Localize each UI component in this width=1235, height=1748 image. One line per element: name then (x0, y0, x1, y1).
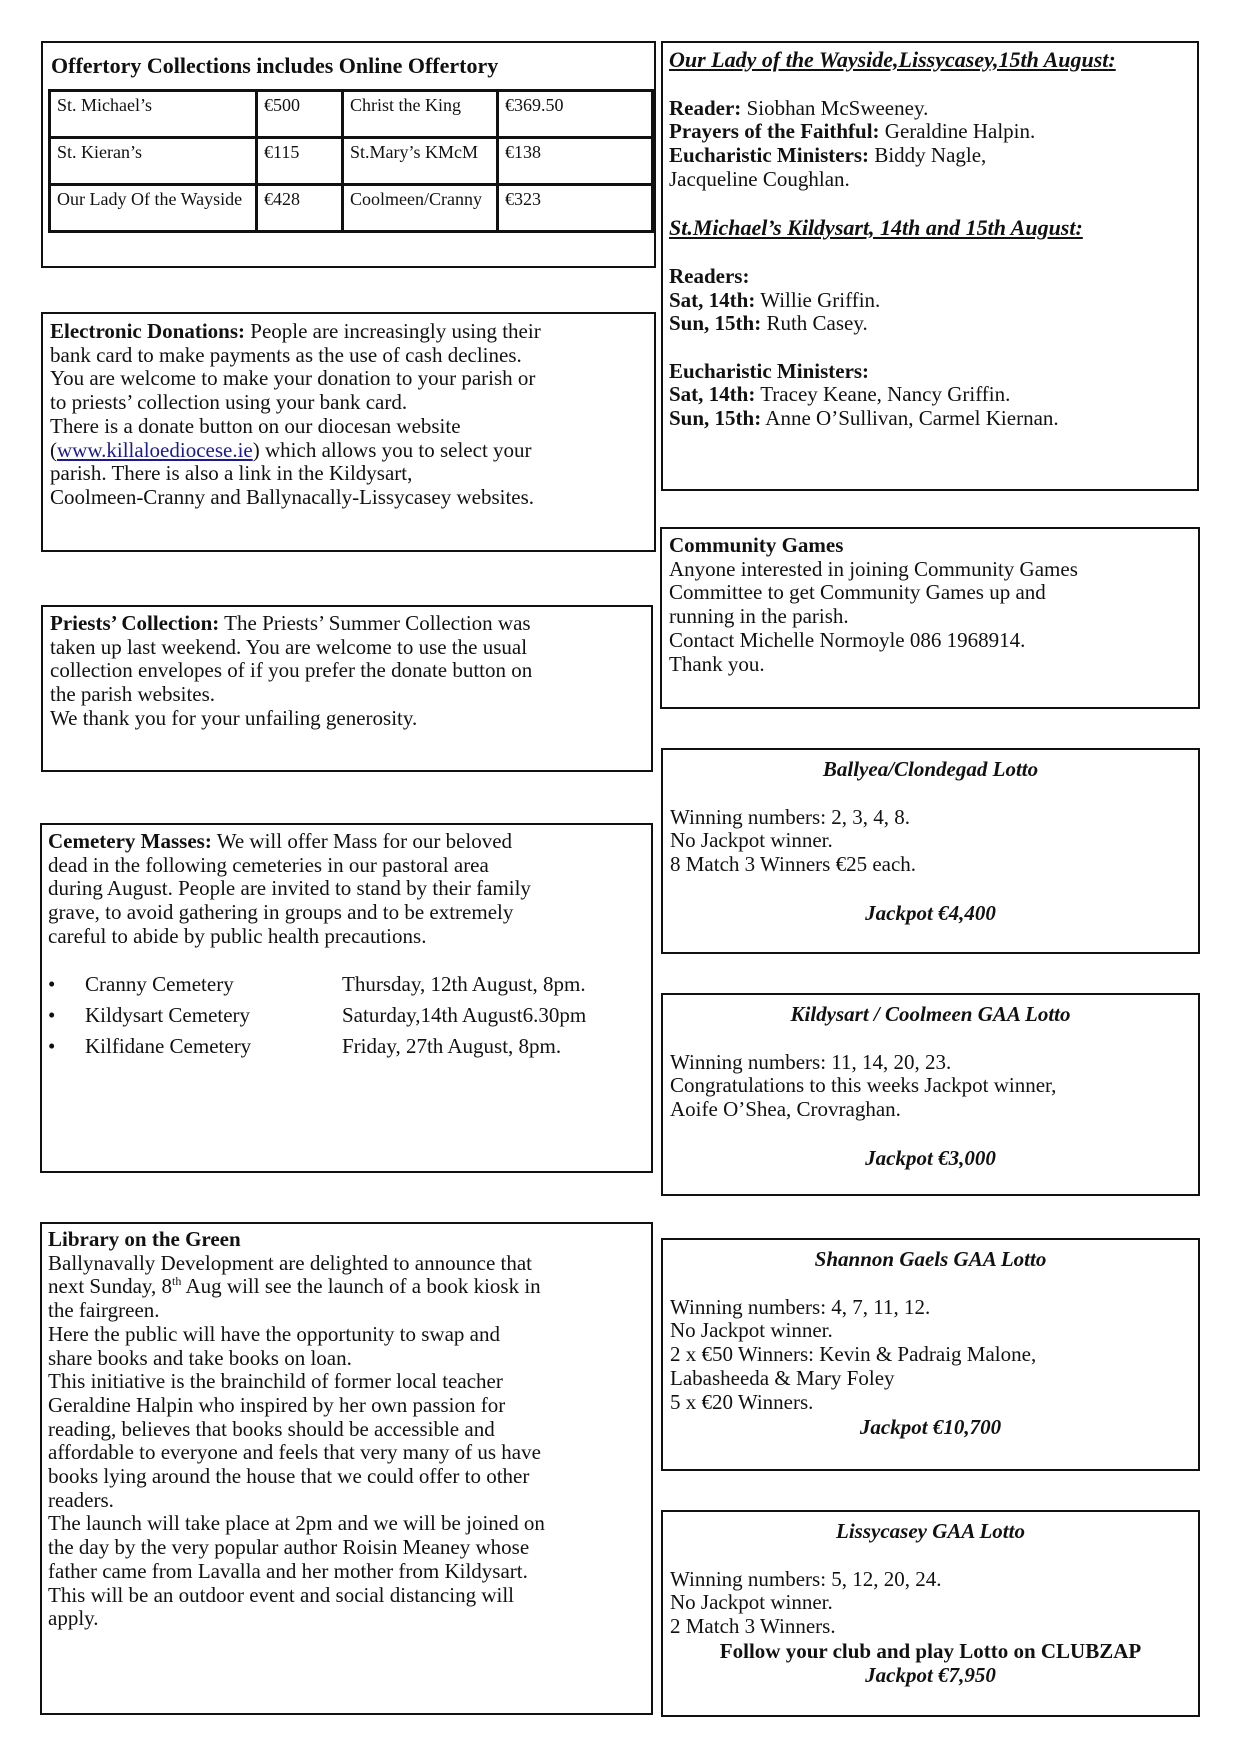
role-value: Anne O’Sullivan, Carmel Kiernan. (761, 406, 1059, 431)
lotto-jackpot: Jackpot €7,950 (865, 1662, 996, 1687)
role-value: Ruth Casey. (761, 311, 868, 336)
role-label: Readers: (669, 263, 750, 288)
body-text: grave, to avoid gathering in groups and to be extremely (48, 900, 514, 925)
body-text: to priests’ collection using your bank card. (50, 390, 408, 415)
role-label: Eucharistic Ministers: (669, 143, 870, 168)
rota-section-title: Our Lady of the Wayside,Lissycasey,15th August (669, 47, 1109, 72)
lotto-numbers: Winning numbers: 11, 14, 20, 23. (670, 1049, 952, 1074)
role-value: Siobhan McSweeney. (741, 95, 929, 120)
role-value: Geraldine Halpin. (879, 119, 1036, 144)
cemetery-name: Cranny Cemetery (85, 971, 234, 996)
section-heading: Library on the Green (48, 1227, 241, 1251)
parish-amount: €138 (498, 138, 653, 185)
body-text: We will offer Mass for our beloved (211, 829, 513, 853)
offertory-title: Offertory Collections includes Online Offertory (51, 53, 499, 78)
body-text: careful to abide by public health precautions. (48, 923, 427, 948)
list-item (48, 1031, 645, 1062)
library-on-the-green-box (40, 1222, 653, 1715)
body-text: Anyone interested in joining Community Games (669, 556, 1078, 581)
body-text: ) which allows you to select your (252, 437, 532, 462)
ballyea-clondegad-lotto-box (661, 748, 1200, 954)
parish-amount: €323 (498, 185, 653, 232)
day-label: Sun, 15th: (669, 406, 762, 431)
body-text: Thank you. (669, 651, 765, 676)
body-text: bank card to make payments as the use of cash declines. (50, 342, 522, 367)
body-text: dead in the following cemeteries in our pastoral area (48, 852, 489, 877)
body-text: Here the public will have the opportunity to swap and (48, 1321, 500, 1346)
offertory-collections-box (41, 41, 656, 268)
lissycasey-lotto-box (661, 1510, 1200, 1717)
electronic-donations-box (41, 312, 656, 552)
parish-amount: €428 (257, 185, 343, 232)
bullet-icon: • (48, 971, 56, 996)
cemetery-masses-box (40, 823, 653, 1173)
role-value: Tracey Keane, Nancy Griffin. (755, 382, 1011, 407)
parish-amount: €115 (257, 138, 343, 185)
role-value: Willie Griffin. (755, 287, 881, 312)
list-item (48, 969, 645, 1000)
shannon-gaels-lotto-box (661, 1238, 1200, 1471)
lotto-result: No Jackpot winner. (670, 1318, 833, 1343)
lotto-result: Labasheeda & Mary Foley (670, 1365, 895, 1390)
body-text: taken up last weekend. You are welcome to use the usual (50, 634, 528, 659)
list-item (48, 1000, 645, 1031)
lotto-numbers: Winning numbers: 4, 7, 11, 12. (670, 1294, 931, 1319)
body-text: Aug will see the launch of a book kiosk in (181, 1274, 541, 1299)
lotto-result: 8 Match 3 Winners €25 each. (670, 852, 917, 877)
body-text: ( (50, 437, 57, 462)
parish-name: Our Lady Of the Wayside (50, 185, 257, 232)
priests-collection-box (41, 605, 653, 772)
lotto-jackpot: Jackpot €10,700 (859, 1415, 1002, 1440)
cemetery-list (48, 969, 645, 1062)
lotto-title: Ballyea/Clondegad Lotto (822, 757, 1039, 781)
parish-name: St. Kieran’s (50, 138, 257, 185)
day-label: Sun, 15th: (669, 311, 762, 336)
body-text: affordable to everyone and feels that very many of us have (48, 1440, 541, 1465)
cemetery-name: Kildysart Cemetery (85, 1002, 251, 1027)
kildysart-coolmeen-lotto-box (661, 993, 1200, 1196)
day-label: Sat, 14th: (669, 382, 756, 407)
body-text: parish. There is also a link in the Kildysart, (50, 461, 413, 486)
lotto-jackpot: Jackpot €4,400 (865, 901, 996, 926)
cemetery-name: Kilfidane Cemetery (85, 1033, 252, 1058)
body-text: apply. (48, 1606, 99, 1631)
body-text: Ballynavally Development are delighted to announce that (48, 1250, 533, 1275)
bullet-icon: • (48, 1033, 56, 1058)
rota-section-title: St.Michael’s Kildysart, 14th and 15th August: (669, 215, 1083, 241)
table-row (50, 185, 653, 232)
offertory-table (48, 89, 654, 233)
section-heading: Priests’ Collection: (50, 611, 220, 635)
parish-name: St. Michael’s (50, 91, 257, 138)
lotto-result: 5 x €20 Winners. (670, 1389, 814, 1414)
role-label: Prayers of the Faithful: (669, 119, 880, 144)
body-text: father came from Lavalla and her mother from Kildysart. (48, 1558, 528, 1583)
rota-section-title: : (1108, 47, 1116, 72)
body-text: the fairgreen. (48, 1298, 160, 1323)
body-text: There is a donate button on our diocesan website (50, 413, 461, 438)
body-text: collection envelopes of if you prefer the donate button on (50, 658, 533, 683)
lotto-numbers: Winning numbers: 2, 3, 4, 8. (670, 804, 911, 829)
table-row (50, 91, 653, 138)
ministry-rota-box (661, 41, 1199, 491)
role-label: Reader: (669, 95, 742, 120)
parish-amount: €500 (257, 91, 343, 138)
body-text: books lying around the house that we could offer to other (48, 1464, 530, 1489)
body-text: next Sunday, 8 (48, 1274, 173, 1299)
body-text: We thank you for your unfailing generosity. (50, 705, 418, 730)
body-text: readers. (48, 1487, 114, 1512)
lotto-jackpot: Jackpot €3,000 (865, 1146, 996, 1171)
body-text: Contact Michelle Normoyle 086 1968914. (669, 627, 1026, 652)
parish-name: Christ the King (343, 91, 498, 138)
parish-name: Coolmeen/Cranny (343, 185, 498, 232)
parish-amount: €369.50 (498, 91, 653, 138)
body-text: This will be an outdoor event and social distancing will (48, 1582, 514, 1607)
mass-time: Friday, 27th August, 8pm. (342, 1033, 562, 1058)
lotto-result: 2 Match 3 Winners. (670, 1614, 836, 1639)
lotto-title: Kildysart / Coolmeen GAA Lotto (790, 1002, 1071, 1026)
mass-time: Saturday,14th August6.30pm (342, 1002, 587, 1027)
mass-time: Thursday, 12th August, 8pm. (342, 971, 586, 996)
body-text: running in the parish. (669, 604, 849, 629)
body-text: You are welcome to make your donation to your parish or (50, 366, 536, 391)
lotto-result: Congratulations to this weeks Jackpot winner, (670, 1073, 1057, 1098)
body-text: share books and take books on loan. (48, 1345, 352, 1370)
body-text: during August. People are invited to stand by their family (48, 876, 531, 901)
lotto-result: No Jackpot winner. (670, 1590, 833, 1615)
lotto-title: Lissycasey GAA Lotto (836, 1519, 1025, 1543)
section-heading: Electronic Donations: (50, 319, 246, 343)
body-text: the day by the very popular author Roisin Meaney whose (48, 1535, 530, 1560)
diocese-website-link[interactable]: www.killaloediocese.ie (57, 437, 253, 462)
parish-name: St.Mary’s KMcM (343, 138, 498, 185)
lotto-title: Shannon Gaels GAA Lotto (814, 1247, 1047, 1271)
role-label: Eucharistic Ministers: (669, 358, 870, 383)
body-text: Committee to get Community Games up and (669, 580, 1046, 605)
bullet-icon: • (48, 1002, 56, 1027)
body-text: People are increasingly using their (245, 319, 541, 343)
section-heading: Community Games (669, 533, 844, 557)
body-text: The Priests’ Summer Collection was (219, 611, 531, 635)
community-games-box (660, 527, 1200, 709)
body-text: reading, believes that books should be accessible and (48, 1416, 495, 1441)
lotto-result: 2 x €50 Winners: Kevin & Padraig Malone, (670, 1342, 1037, 1367)
body-text: the parish websites. (50, 682, 216, 707)
lotto-result: No Jackpot winner. (670, 828, 833, 853)
section-heading: Cemetery Masses: (48, 829, 212, 853)
role-value: Biddy Nagle, (869, 143, 987, 168)
body-text: The launch will take place at 2pm and we will be joined on (48, 1511, 545, 1536)
body-text: Coolmeen-Cranny and Ballynacally-Lissycasey websites. (50, 484, 535, 509)
body-text: This initiative is the brainchild of former local teacher (48, 1369, 503, 1394)
lotto-result: Aoife O’Shea, Crovraghan. (670, 1097, 901, 1122)
day-label: Sat, 14th: (669, 287, 756, 312)
clubzap-promo: Follow your club and play Lotto on CLUBZAP (719, 1638, 1142, 1663)
superscript: th (172, 1274, 182, 1289)
role-value: Jacqueline Coughlan. (669, 166, 850, 191)
lotto-numbers: Winning numbers: 5, 12, 20, 24. (670, 1566, 942, 1591)
body-text: Geraldine Halpin who inspired by her own passion for (48, 1392, 506, 1417)
table-row (50, 138, 653, 185)
